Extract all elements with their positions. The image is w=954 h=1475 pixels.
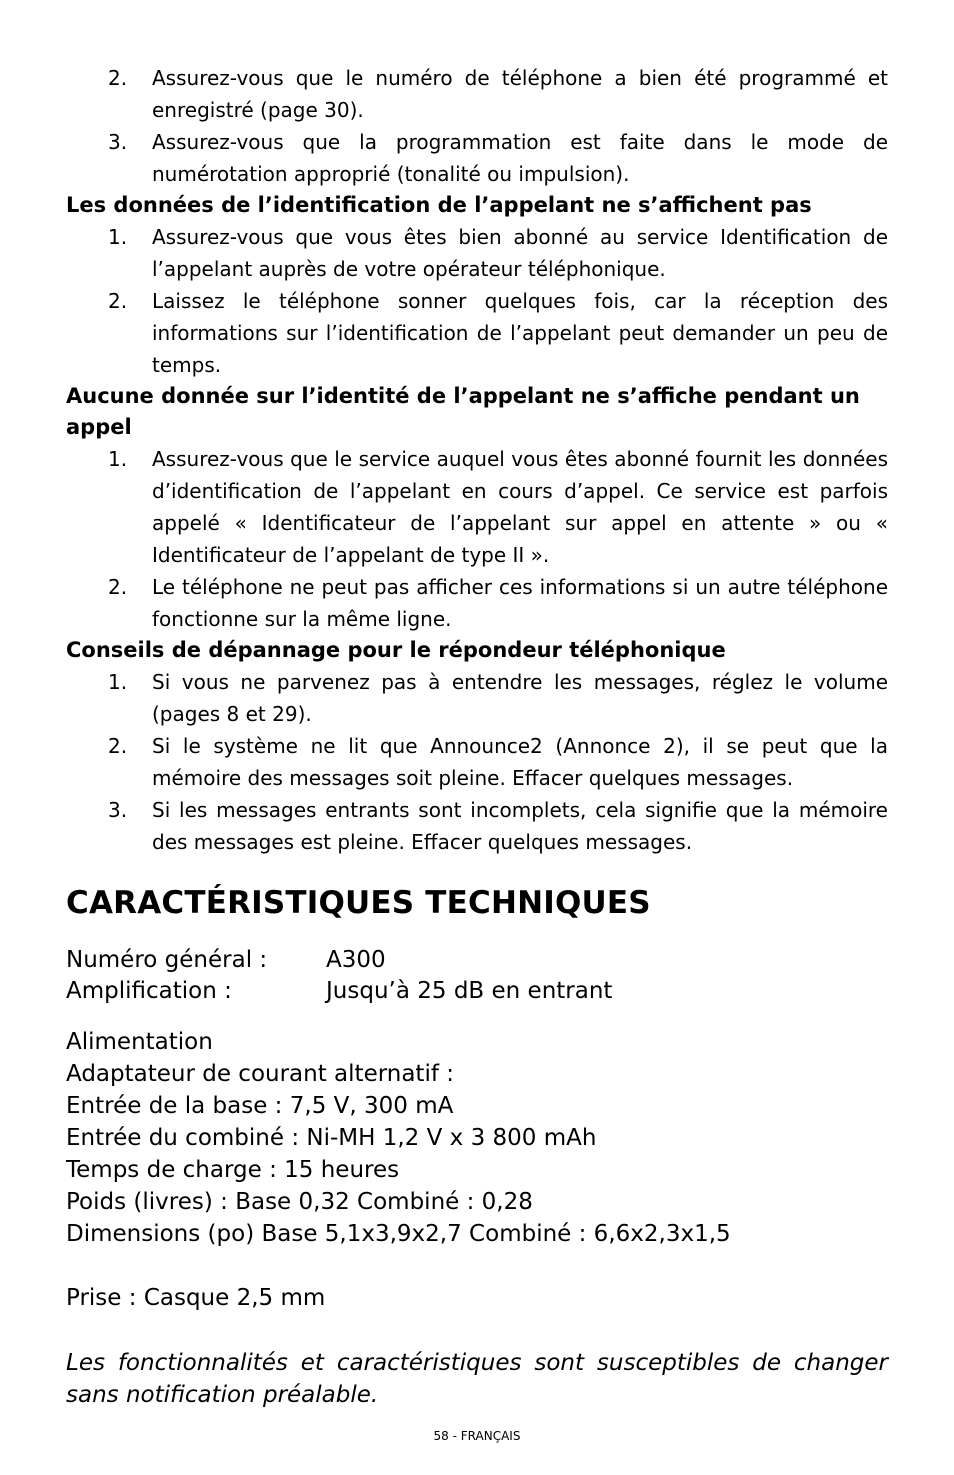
power-line: Adaptateur de courant alternatif : (66, 1061, 455, 1087)
section-list-call-waiting (66, 443, 888, 635)
disclaimer-note: Les fonctionnalités et caractéristiques sont susceptibles de changer sans notification préalable. (66, 1350, 888, 1408)
list-item (66, 126, 888, 190)
specs-table (66, 945, 888, 1007)
top-list (66, 62, 888, 190)
list-item (66, 794, 888, 858)
section-list-caller-id (66, 221, 888, 381)
power-specs (66, 1026, 888, 1250)
list-item (66, 62, 888, 126)
list-item-number: 2. (108, 66, 128, 90)
list-item-text: Si le système ne lit que Announce2 (Annonce 2), il se peut que la mémoire des messages soit pleine. Effacer quelques messages. (152, 734, 888, 790)
list-item (66, 730, 888, 794)
list-item-number: 1. (108, 225, 128, 249)
list-item-number: 3. (108, 130, 128, 154)
list-item-text: Si vous ne parvenez pas à entendre les messages, réglez le volume (pages 8 et 29). (152, 670, 888, 726)
list-item (66, 285, 888, 381)
manual-page (66, 62, 888, 1411)
section-list-answering-machine (66, 666, 888, 858)
list-item-number: 1. (108, 670, 128, 694)
spec-row-amplification (66, 976, 888, 1007)
power-line: Alimentation (66, 1029, 213, 1055)
spec-value: Jusqu’à 25 dB en entrant (326, 978, 613, 1004)
power-line: Entrée de la base : 7,5 V, 300 mA (66, 1093, 454, 1119)
list-item (66, 443, 888, 571)
list-item-text: Assurez-vous que vous êtes bien abonné au service Identification de l’appelant auprès de votre opérateur téléphonique. (152, 225, 888, 281)
jack-spec: Prise : Casque 2,5 mm (66, 1285, 326, 1311)
list-item-text: Assurez-vous que le numéro de téléphone a bien été programmé et enregistré (page 30). (152, 66, 888, 122)
list-item-number: 1. (108, 447, 128, 471)
power-line: Dimensions (po) Base 5,1x3,9x2,7 Combiné : 6,6x2,3x1,5 (66, 1221, 731, 1247)
power-line: Poids (livres) : Base 0,32 Combiné : 0,28 (66, 1189, 533, 1215)
section-heading-call-waiting: Aucune donnée sur l’identité de l’appelant ne s’affiche pendant un appel (66, 384, 860, 439)
spec-value: A300 (326, 947, 386, 973)
section-heading-answering-machine: Conseils de dépannage pour le répondeur téléphonique (66, 638, 726, 662)
list-item-text: Si les messages entrants sont incomplets, cela signifie que la mémoire des messages est pleine. Effacer quelques messages. (152, 798, 888, 854)
spec-label: Numéro général : (66, 947, 268, 973)
list-item (66, 666, 888, 730)
list-item (66, 571, 888, 635)
spec-row-model (66, 945, 888, 976)
list-item-text: Le téléphone ne peut pas afficher ces informations si un autre téléphone fonctionne sur la même ligne. (152, 575, 888, 631)
power-line: Temps de charge : 15 heures (66, 1157, 400, 1183)
section-heading-caller-id: Les données de l’identification de l’appelant ne s’affichent pas (66, 193, 812, 217)
list-item-number: 2. (108, 575, 128, 599)
list-item-text: Assurez-vous que le service auquel vous êtes abonné fournit les données d’identification de l’appelant en cours d’appel. Ce service est parfois appelé « Identificateur de l’appelant sur appel en attente » ou « Identificateur de l’appelant de type II ». (152, 447, 888, 567)
power-line: Entrée du combiné : Ni-MH 1,2 V x 3 800 mAh (66, 1125, 597, 1151)
page-footer: 58 - FRANÇAIS (433, 1429, 521, 1443)
list-item-text: Laissez le téléphone sonner quelques fois, car la réception des informations sur l’identification de l’appelant peut demander un peu de temps. (152, 289, 888, 377)
list-item (66, 221, 888, 285)
list-item-number: 2. (108, 289, 128, 313)
list-item-text: Assurez-vous que la programmation est faite dans le mode de numérotation approprié (tonalité ou impulsion). (152, 130, 888, 186)
list-item-number: 2. (108, 734, 128, 758)
specs-title: CARACTÉRISTIQUES TECHNIQUES (66, 885, 651, 921)
spec-label: Amplification : (66, 978, 232, 1004)
list-item-number: 3. (108, 798, 128, 822)
